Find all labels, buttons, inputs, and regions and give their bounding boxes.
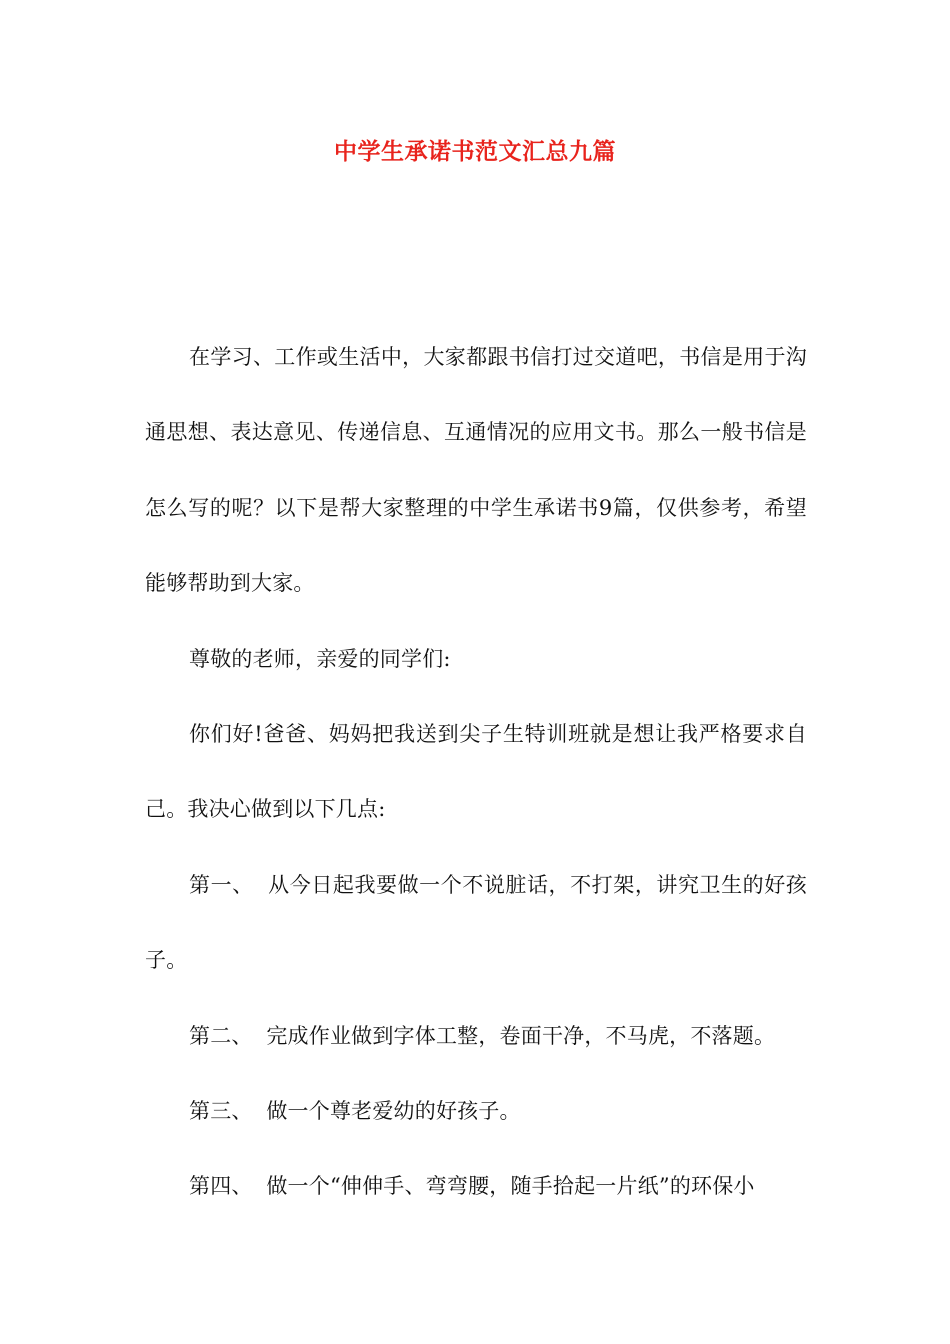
paragraph-item-2: 第二、 完成作业做到字体工整，卷面干净，不马虎，不落题。	[189, 1023, 776, 1048]
paragraph-item-3: 第三、 做一个尊老爱幼的好孩子。	[189, 1099, 521, 1124]
document-body	[145, 320, 807, 1225]
paragraph-item-1: 第一、 从今日起我要做一个不说脏话，不打架，讲究卫生的好孩子。	[145, 872, 807, 973]
paragraph-intro: 在学习、工作或生活中，大家都跟书信打过交道吧，书信是用于沟通思想、表达意见、传递信息、互通情况的应用文书。那么一般书信是怎么写的呢？以下是帮大家整理的中学生承诺书9篇，仅供参考，希望能够帮助到大家。	[145, 345, 807, 596]
paragraph-salutation: 尊敬的老师，亲爱的同学们:	[189, 646, 451, 671]
document-title: 中学生承诺书范文汇总九篇	[334, 138, 616, 165]
paragraph-greeting: 你们好!爸爸、妈妈把我送到尖子生特训班就是想让我严格要求自己。我决心做到以下几点:	[145, 722, 807, 822]
paragraph-item-4: 第四、 做一个“伸伸手、弯弯腰，随手拾起一片纸”的环保小	[189, 1174, 755, 1199]
